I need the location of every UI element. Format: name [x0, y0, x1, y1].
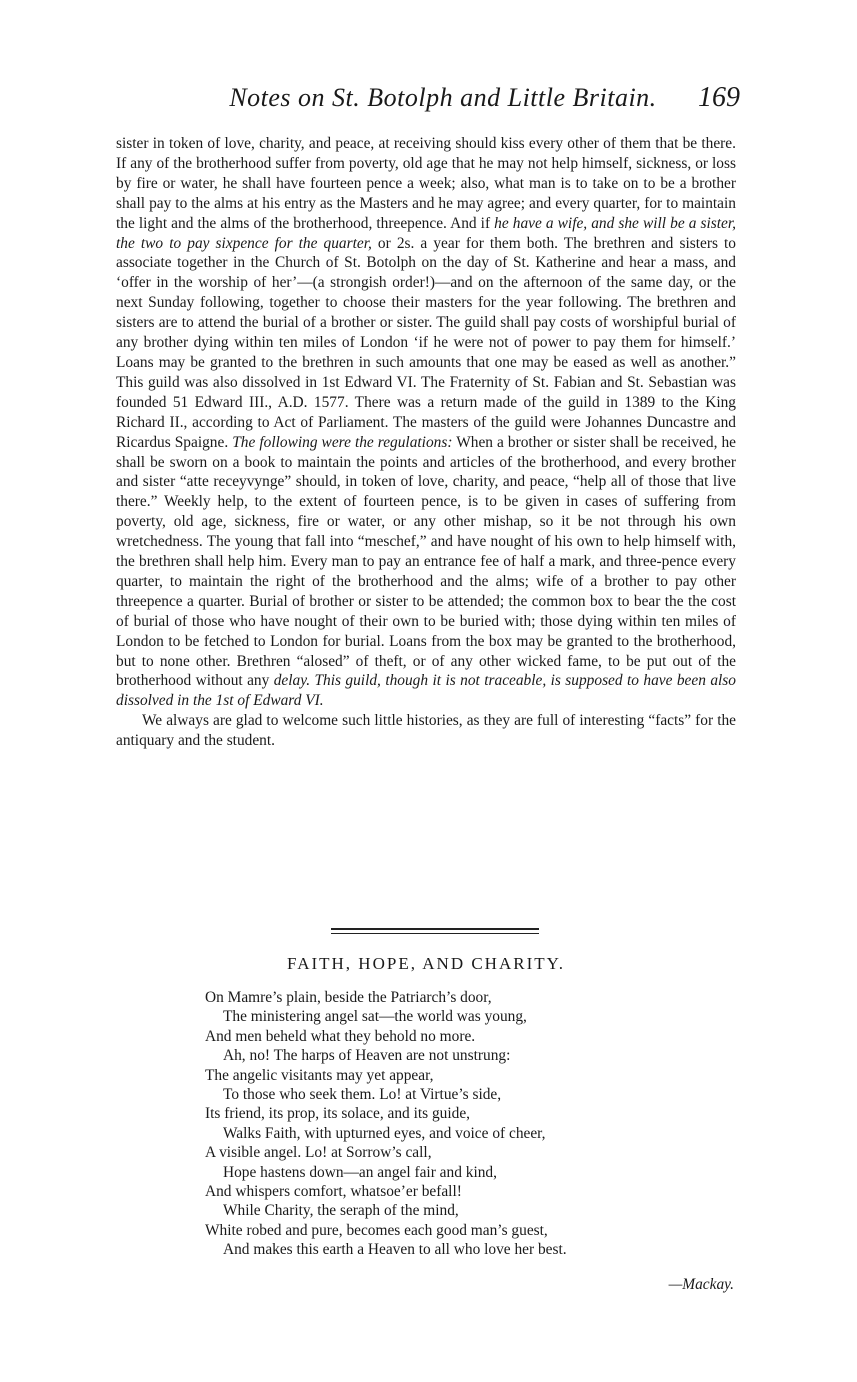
body-paragraph [116, 134, 736, 711]
italic-run: delay. This guild, though it is not traceable, is supposed to have been also dissolved in the 1st of Edward VI. [116, 672, 736, 710]
poem-line: Its friend, its prop, its solace, and its guide, [205, 1105, 471, 1123]
poem-line: While Charity, the seraph of the mind, [223, 1202, 459, 1220]
page-number: 169 [698, 82, 740, 113]
poem-line: To those who seek them. Lo! at Virtue’s side, [223, 1086, 502, 1104]
poem-line: A visible angel. Lo! at Sorrow’s call, [205, 1144, 432, 1162]
poem-line: On Mamre’s plain, beside the Patriarch’s door, [205, 989, 492, 1006]
poem-line: The angelic visitants may yet appear, [205, 1066, 434, 1084]
italic-run: The following were the regulations: [232, 433, 453, 451]
poem-attribution: —Mackay. [668, 1276, 734, 1293]
poem-line: Walks Faith, with upturned eyes, and voice of cheer, [223, 1124, 546, 1142]
text-run: or 2s. a year for them both. The brethren and sisters to associate together in the Church of St. Botolph on the day of St. Katherine and hear a mass, and ‘offer in the worship of her’—(a strongish order!)—and on the afternoon of the same day, or the next Sunday following, together to choose their masters for the year following. The brethren and sisters are to attend the burial of a brother or sister. The guild shall pay costs of worshipful burial of any brother dying within ten miles of London ‘if he were not of power to pay them for himself.’ Loans may be granted to the brethren in such amounts that one may be eased as well as another.” This guild was also dissolved in 1st Edward VI. The Fraternity of St. Fabian and St. Sebastian was founded 51 Edward III., A.D. 1577. There was a return made of the guild in 1389 to the King Richard II., according to Act of Parliament. The masters of the guild were Johannes Duncastre and Ricardus Spaigne. [116, 234, 736, 451]
text-run: sister in token of love, charity, and peace, at receiving should kiss every other of them that be there. If any of the brotherhood suffer from poverty, old age that he may not help himself, sickness, or loss by fire or water, he shall have fourteen pence a week; also, what man is to take on to be a brother shall pay to the alms at his entry as the Masters and he may agree; and every quarter, for to maintain the light and the alms of the brotherhood, threepence. And if [116, 135, 736, 232]
running-title: Notes on St. Botolph and Little Britain. [229, 83, 657, 112]
poem-line: And makes this earth a Heaven to all who love her best. [223, 1241, 567, 1259]
poem-line: Hope hastens down—an angel fair and kind, [223, 1163, 497, 1181]
section-divider [331, 928, 539, 937]
divider-rule-thin [331, 933, 539, 934]
italic-run: he have a wife, and she will be a sister, the two to pay sixpence for the quarter, [116, 214, 736, 252]
poem-line: And whispers comfort, whatsoe’er befall! [205, 1183, 462, 1201]
running-head [116, 80, 740, 116]
article-body [116, 134, 736, 751]
poem-line: Ah, no! The harps of Heaven are not unstrung: [223, 1047, 511, 1065]
poem-line: The ministering angel sat—the world was young, [223, 1008, 527, 1026]
divider-rule-thick [331, 928, 539, 930]
poem-line: And men beheld what they behold no more. [205, 1027, 476, 1045]
poem-body [205, 988, 745, 1260]
poem-line: White robed and pure, becomes each good man’s guest, [205, 1221, 548, 1239]
text-run: When a brother or sister shall be received, he shall be sworn on a book to maintain the points and articles of the brotherhood, and every brother and sister “atte receyvynge” should, in token of love, charity, and peace, “help all of those that live there.” Weekly help, to the extent of fourteen pence, is to be given in cases of suffering from poverty, old age, sickness, fire or water, or any other mishap, so it be not through his own wretchedness. The young that fall into “meschef,” and have nought of his own to help himself with, the brethren shall help him. Every man to pay an entrance fee of half a mark, and three-pence every quarter, to maintain the right of the brotherhood and the alms; wife of a brother to pay other threepence a quarter. Burial of brother or sister to be attended; the common box to bear the the cost of burial of those who have nought of their own to be buried with; those dying within ten miles of London to be fetched to London for burial. Loans from the box may be granted to the brotherhood, but to none other. Brethren “alosed” of theft, or of any other wicked fame, to be put out of the brotherhood without any [116, 433, 736, 690]
closing-paragraph: We always are glad to welcome such little histories, as they are full of interesting “facts” for the antiquary and the student. [116, 712, 736, 750]
poem-title: FAITH, HOPE, AND CHARITY. [287, 954, 565, 973]
